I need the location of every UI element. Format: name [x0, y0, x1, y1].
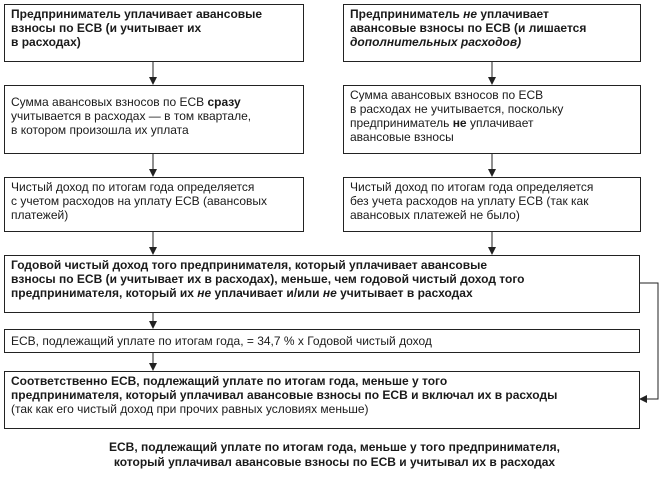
caption-line2: который уплачивал авансовые взносы по ЕСВ и учитывал их в расходах: [113, 455, 556, 469]
left-bottom-line2: с учетом расходов на уплату ЕСВ (авансовых: [11, 194, 268, 208]
box-right-top: [343, 4, 641, 62]
right-mid-line3-emphasis: не: [452, 116, 467, 130]
right-top-line1-emphasis: не: [463, 7, 478, 21]
diagram-caption: [0, 440, 669, 470]
income-line3-mid: уплачивает и/или: [211, 286, 323, 300]
right-top-line1-pre: Предприниматель: [350, 7, 464, 21]
right-bottom-line1: Чистый доход по итогам года определяется: [350, 180, 594, 194]
left-mid-line1: [11, 95, 297, 109]
conclusion-line1: Соответственно ЕСВ, подлежащий уплате по итогам года, меньше у того: [11, 374, 448, 388]
conclusion-line2: предпринимателя, который уплачивал авансовые взносы по ЕСВ и включал их в расходы: [11, 388, 558, 402]
income-line3-emphasis-2: не: [322, 286, 337, 300]
left-bottom-line1: Чистый доход по итогам года определяется: [11, 180, 255, 194]
income-line3: [11, 286, 633, 300]
income-line1: Годовой чистый доход того предпринимателя, который уплачивает авансовые: [11, 258, 488, 272]
box-formula: [4, 329, 640, 353]
right-top-line1-post: уплачивает: [477, 7, 549, 21]
right-bottom-line2: без учета расходов на уплату ЕСВ (так как: [350, 194, 589, 208]
box-left-bottom: [4, 177, 304, 232]
right-bottom-line3: авансовых платежей не было): [350, 208, 520, 222]
left-mid-line1-pre: Сумма авансовых взносов по ЕСВ: [11, 95, 208, 109]
right-top-line2: авансовые взносы по ЕСВ (и лишается: [350, 21, 587, 35]
right-mid-line1: Сумма авансовых взносов по ЕСВ: [350, 88, 544, 102]
right-mid-line2: в расходах не учитывается, поскольку: [350, 102, 564, 116]
caption-line1: ЕСВ, подлежащий уплате по итогам года, меньше у того предпринимателя,: [109, 440, 560, 454]
left-mid-line3: в котором произошла их уплата: [11, 123, 189, 137]
income-line3-pre: предпринимателя, который их: [11, 286, 198, 300]
arrow-income-to-conclusion-side: [639, 283, 658, 399]
box-right-bottom: [343, 177, 641, 232]
income-line3-post: учитывает в расходах: [336, 286, 473, 300]
income-line3-emphasis-1: не: [197, 286, 212, 300]
left-top-line3: в расходах): [11, 35, 81, 49]
left-mid-line2: учитывается в расходах — в том квартале,: [11, 109, 252, 123]
conclusion-line3: (так как его чистый доход при прочих равных условиях меньше): [11, 402, 369, 416]
box-right-mid: [343, 85, 641, 154]
box-left-top: [4, 4, 304, 62]
box-conclusion: [4, 371, 640, 429]
right-top-line3: дополнительных расходов): [350, 35, 522, 49]
right-mid-line3-post: уплачивает: [466, 116, 534, 130]
right-mid-line3-pre: предприниматель: [350, 116, 453, 130]
right-top-line1: [350, 7, 634, 21]
left-top-line2: взносы по ЕСВ (и учитывает их: [11, 21, 202, 35]
box-left-mid: [4, 85, 304, 154]
box-income-comparison: [4, 255, 640, 313]
right-mid-line4: авансовые взносы: [350, 130, 454, 144]
right-mid-line3: [350, 116, 634, 130]
formula-text: ЕСВ, подлежащий уплате по итогам года, = 34,7 % х Годовой чистый доход: [11, 334, 432, 348]
left-bottom-line3: платежей): [11, 208, 69, 222]
left-top-line1: Предприниматель уплачивает авансовые: [11, 7, 263, 21]
income-line2: взносы по ЕСВ (и учитывает их в расходах), меньше, чем годовой чистый доход того: [11, 272, 525, 286]
left-mid-line1-emphasis: сразу: [207, 95, 241, 109]
